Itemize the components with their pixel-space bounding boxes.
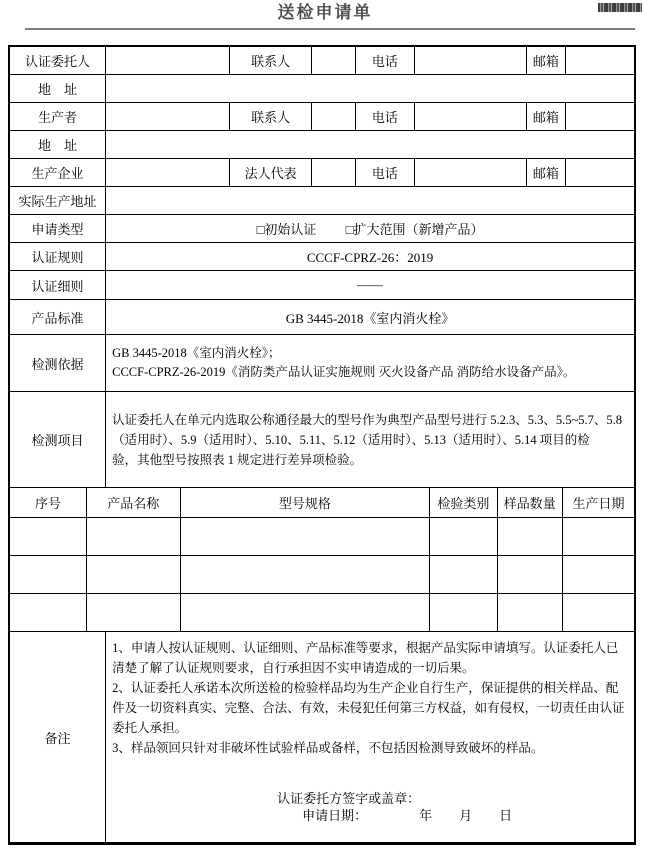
legal-rep-label: 法人代表 — [229, 159, 312, 187]
product-cell-field[interactable] — [497, 556, 562, 594]
remarks-line: 3、样品领回只针对非破坏性试验样品或备样，不包括因检测导致破坏的样品。 — [112, 741, 544, 755]
email-label: 邮箱 — [526, 103, 565, 131]
cert-detail-value: —— — [106, 271, 634, 300]
product-cell-field[interactable] — [86, 594, 180, 632]
contact-label: 联系人 — [229, 47, 312, 75]
phone-label: 电话 — [355, 47, 414, 75]
contact-label: 联系人 — [229, 103, 312, 131]
checkbox-scope-expansion[interactable]: □扩大范围（新增产品） — [345, 222, 484, 237]
manufacturer-value-field[interactable] — [106, 159, 230, 187]
email-value-field[interactable] — [566, 103, 635, 131]
product-cell-field[interactable] — [180, 518, 430, 556]
test-items-line: （适用时）、5.9（适用时）、5.10、5.11、5.12（适用时）、5.13（适用时）、5.14 项目的检 — [112, 432, 590, 447]
product-row — [10, 556, 634, 594]
col-header-product-name: 产品名称 — [86, 488, 180, 518]
test-basis-line: GB 3445-2018《室内消火栓》； — [112, 346, 281, 360]
legal-rep-value-field[interactable] — [312, 159, 355, 187]
remarks-line: 件及一切资料真实、完整、合法、有效，未侵犯任何第三方权益，如有侵权，一切责任由认证 — [112, 701, 625, 715]
test-items-line: 验，其他型号按照表 1 规定进行差异项检验。 — [112, 452, 363, 467]
product-row — [10, 518, 634, 556]
application-date-line — [302, 807, 632, 824]
product-cell-field[interactable] — [180, 594, 430, 632]
remarks-table — [10, 632, 634, 843]
info-table — [10, 47, 634, 488]
row-cert-rule — [10, 243, 634, 271]
col-header-index: 序号 — [10, 488, 86, 518]
address-value-field[interactable] — [106, 131, 634, 159]
product-cell-field[interactable] — [430, 556, 497, 594]
row-applicant — [10, 47, 634, 75]
application-form — [8, 45, 636, 845]
remarks-label: 备注 — [10, 632, 106, 843]
cert-rule-label: 认证规则 — [10, 243, 106, 271]
signature-block — [112, 791, 632, 824]
remarks-line: 1、申请人按认证规则、认证细则、产品标准等要求，根据产品实际申请填写。认证委托人已 — [112, 641, 619, 655]
applicant-label: 认证委托人 — [10, 47, 106, 75]
product-cell-field[interactable] — [86, 518, 180, 556]
contact-value-field[interactable] — [312, 47, 355, 75]
row-product-standard — [10, 300, 634, 335]
signature-line: 认证委托方签字或盖章： — [277, 791, 421, 806]
row-application-type — [10, 215, 634, 243]
email-value-field[interactable] — [566, 47, 635, 75]
manufacturer-label: 生产企业 — [10, 159, 106, 187]
email-label: 邮箱 — [526, 159, 565, 187]
product-cell-field[interactable] — [430, 518, 497, 556]
product-cell-field[interactable] — [563, 594, 635, 632]
day-label: 日 — [499, 808, 513, 823]
product-table-header — [10, 488, 634, 518]
col-header-inspection-type: 检验类别 — [430, 488, 497, 518]
test-items-line: 认证委托人在单元内选取公称通径最大的型号作为典型产品型号进行 5.2.3、5.3、5.5~5.7、5.8 — [112, 412, 622, 427]
test-basis-line: CCCF-CPRZ-26-2019《消防类产品认证实施规则 灭火设备产品 消防给水设备产品》。 — [112, 365, 576, 379]
email-label: 邮箱 — [526, 47, 565, 75]
remarks-line: 清楚了解了认证规则要求，自行承担因不实申请造成的一切后果。 — [112, 661, 475, 675]
row-actual-address — [10, 187, 634, 215]
product-cell-field[interactable] — [10, 556, 86, 594]
address-label: 地 址 — [10, 75, 106, 103]
row-test-basis — [10, 335, 634, 392]
test-items-value — [106, 392, 634, 488]
product-standard-label: 产品标准 — [10, 300, 106, 335]
product-cell-field[interactable] — [497, 518, 562, 556]
row-test-items — [10, 392, 634, 488]
product-standard-value: GB 3445-2018《室内消火栓》 — [106, 300, 634, 335]
remarks-content — [106, 632, 634, 843]
product-cell-field[interactable] — [563, 518, 635, 556]
col-header-sample-qty: 样品数量 — [497, 488, 562, 518]
address-label: 地 址 — [10, 131, 106, 159]
producer-label: 生产者 — [10, 103, 106, 131]
test-basis-label: 检测依据 — [10, 335, 106, 392]
product-cell-field[interactable] — [180, 556, 430, 594]
product-cell-field[interactable] — [497, 594, 562, 632]
product-row — [10, 594, 634, 632]
phone-label: 电话 — [355, 159, 414, 187]
year-label: 年 — [419, 808, 433, 823]
title-divider — [25, 28, 635, 30]
cert-detail-label: 认证细则 — [10, 271, 106, 300]
address-value-field[interactable] — [106, 75, 634, 103]
row-producer — [10, 103, 634, 131]
actual-address-label: 实际生产地址 — [10, 187, 106, 215]
product-cell-field[interactable] — [563, 556, 635, 594]
cert-rule-value: CCCF-CPRZ-26：2019 — [106, 243, 634, 271]
contact-value-field[interactable] — [312, 103, 355, 131]
application-type-label: 申请类型 — [10, 215, 106, 243]
actual-address-value-field[interactable] — [106, 187, 634, 215]
applicant-value-field[interactable] — [106, 47, 230, 75]
phone-value-field[interactable] — [415, 103, 527, 131]
application-type-options — [106, 215, 634, 243]
date-label: 申请日期： — [302, 808, 368, 823]
email-value-field[interactable] — [566, 159, 635, 187]
test-items-label: 检测项目 — [10, 392, 106, 488]
product-cell-field[interactable] — [430, 594, 497, 632]
product-cell-field[interactable] — [86, 556, 180, 594]
phone-label: 电话 — [355, 103, 414, 131]
producer-value-field[interactable] — [106, 103, 230, 131]
test-basis-value — [106, 335, 634, 392]
cropped-stamp-artifact — [598, 3, 642, 12]
phone-value-field[interactable] — [415, 159, 527, 187]
row-applicant-address — [10, 75, 634, 103]
row-remarks — [10, 632, 634, 843]
page-title: 送检申请单 — [277, 3, 373, 22]
checkbox-initial-certification[interactable]: □初始认证 — [256, 222, 317, 237]
product-cell-field[interactable] — [10, 518, 86, 556]
col-header-model-spec: 型号规格 — [180, 488, 430, 518]
row-cert-detail — [10, 271, 634, 300]
product-table — [10, 488, 634, 632]
remarks-line: 2、认证委托人承诺本次所送检的检验样品均为生产企业自行生产，保证提供的相关样品、配 — [112, 681, 619, 695]
product-cell-field[interactable] — [10, 594, 86, 632]
row-manufacturer — [10, 159, 634, 187]
remarks-line: 委托人承担。 — [112, 721, 188, 735]
month-label: 月 — [459, 808, 473, 823]
col-header-production-date: 生产日期 — [563, 488, 635, 518]
phone-value-field[interactable] — [415, 47, 527, 75]
row-producer-address — [10, 131, 634, 159]
